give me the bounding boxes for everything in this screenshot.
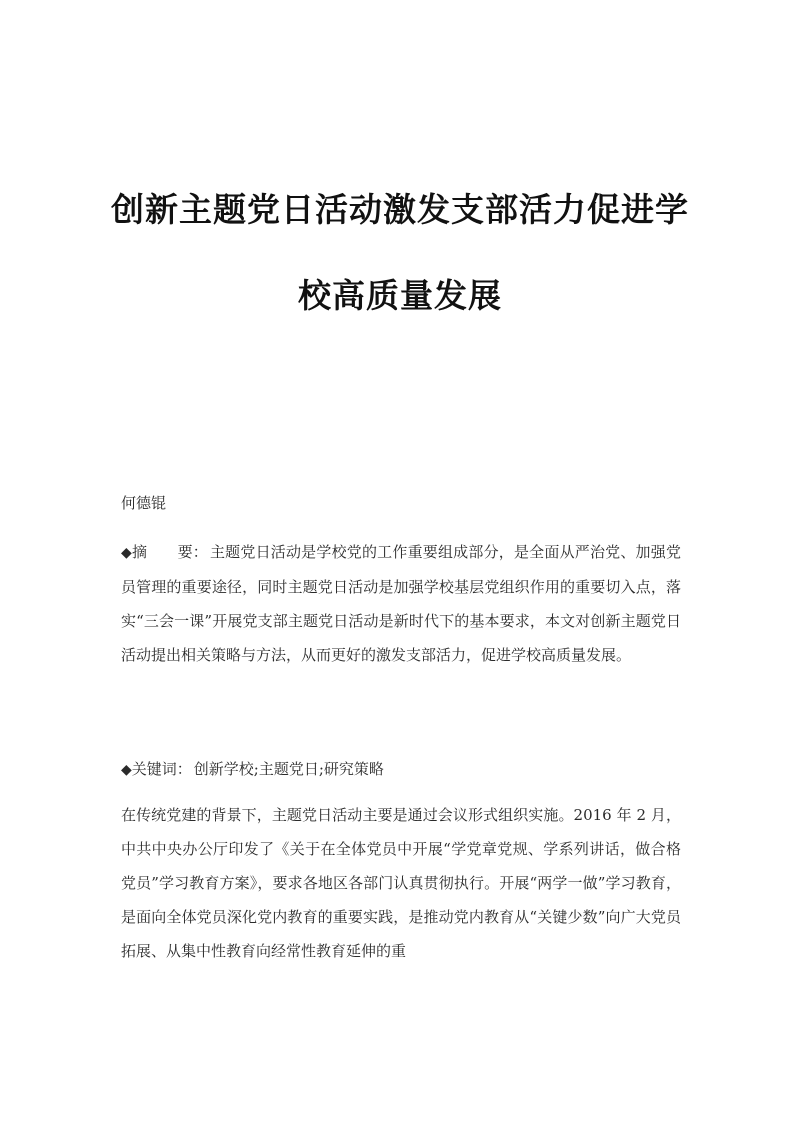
keywords-bullet-icon: ◆	[121, 762, 132, 778]
body-paragraph: 在传统党建的背景下，主题党日活动主要是通过会议形式组织实施。2016 年 2 月，中共中央办公厅印发了《关于在全体党员中开展“学党章党规、学系列讲话，做合格党员”学习教育方案》，要求各地区各部门认真贯彻执行。开展“两学一做”学习教育，是面向全体党员深化党内教育的重要实践，是推动党内教育从“关键少数”向广大党员拓展、从集中性教育向经常性教育延伸的重	[121, 806, 681, 960]
document-title-line-2: 校高质量发展	[298, 276, 502, 315]
keywords-text: 创新学校;主题党日;研究策略	[193, 760, 384, 778]
abstract-label: 摘 要：	[131, 543, 208, 561]
abstract-section	[121, 535, 681, 672]
abstract-bullet-icon: ◆	[121, 545, 132, 561]
abstract-text: 主题党日活动是学校党的工作重要组成部分，是全面从严治党、加强党员管理的重要途径，同时主题党日活动是加强学校基层党组织作用的重要切入点，落实“三会一课”开展党支部主题党日活动是新时代下的基本要求，本文对创新主题党日活动提出相关策略与方法，从而更好的激发支部活力，促进学校高质量发展。	[121, 543, 681, 664]
keywords-section	[121, 752, 681, 787]
author-name: 何德锟	[121, 494, 167, 512]
document-title-line-1: 创新主题党日活动激发支部活力促进学	[111, 190, 689, 229]
keywords-label: 关键词：	[131, 760, 192, 778]
